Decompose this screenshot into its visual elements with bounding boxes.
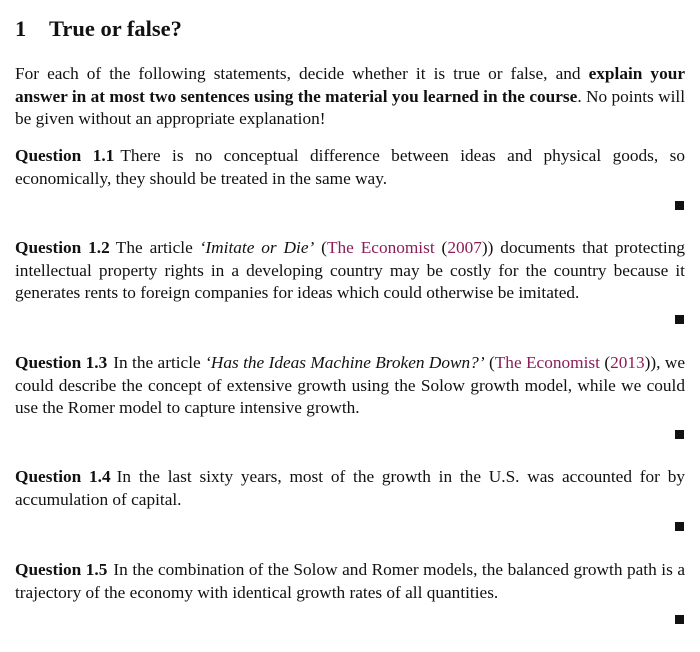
citation-link[interactable]: The Economist xyxy=(494,353,600,372)
section-heading xyxy=(15,16,182,42)
question-text: ( xyxy=(484,353,495,372)
end-of-question-square-icon xyxy=(675,522,684,531)
question-text: In the last sixty years, most of the growth in the U.S. was accounted for by accumulation of capital. xyxy=(15,467,685,509)
question-text: ( xyxy=(434,238,448,257)
question-text: )) documents that protecting intellectual property rights in a developing country may be costly for the country because it generates rents to foreign companies for ideas which could otherwise be imitated. xyxy=(15,238,685,303)
article-title: ‘Has the Ideas Machine Broken Down?’ xyxy=(205,353,485,372)
instructions-paragraph xyxy=(15,63,685,131)
question-1-1 xyxy=(15,145,685,190)
question-1-5 xyxy=(15,559,685,604)
question-1-3 xyxy=(15,352,685,420)
citation-year-link[interactable]: 2007 xyxy=(447,238,482,257)
question-1-4 xyxy=(15,466,685,511)
question-text: ( xyxy=(599,353,611,372)
question-1-2 xyxy=(15,237,685,305)
instructions-text: For each of the following statements, decide whether it is true or false, and xyxy=(15,64,589,83)
section-title: True or false? xyxy=(49,16,182,41)
end-of-question-square-icon xyxy=(675,315,684,324)
instructions-text-end: . No points will be given without an appropriate explanation! xyxy=(15,86,685,129)
section-number: 1 xyxy=(15,16,27,41)
end-of-question-square-icon xyxy=(675,430,684,439)
question-text: In the combination of the Solow and Romer models, the balanced growth path is a trajectory of the economy with identical growth rates of all quantities. xyxy=(15,560,685,602)
instructions-emphasis: explain your answer in at most two sentences using the material you learned in the course xyxy=(15,64,685,106)
citation-year-link[interactable]: 2013 xyxy=(610,353,645,372)
question-label: Question 1.5 xyxy=(15,560,108,579)
question-label: Question 1.3 xyxy=(15,353,108,372)
article-title: ‘Imitate or Die’ xyxy=(199,238,315,257)
end-of-question-square-icon xyxy=(675,615,684,624)
question-text: In the article xyxy=(113,353,206,372)
question-label: Question 1.2 xyxy=(15,238,110,257)
question-text: )), we could describe the concept of extensive growth using the Solow growth model, while we could use the Romer model to capture intensive growth. xyxy=(15,353,686,418)
question-text: There is no conceptual difference between ideas and physical goods, so economically, they should be treated in the same way. xyxy=(15,146,685,188)
question-label: Question 1.1 xyxy=(15,146,115,165)
question-text: ( xyxy=(314,238,327,257)
question-text: The article xyxy=(115,238,200,257)
citation-link[interactable]: The Economist xyxy=(326,238,435,257)
question-label: Question 1.4 xyxy=(15,467,111,486)
end-of-question-square-icon xyxy=(675,201,684,210)
